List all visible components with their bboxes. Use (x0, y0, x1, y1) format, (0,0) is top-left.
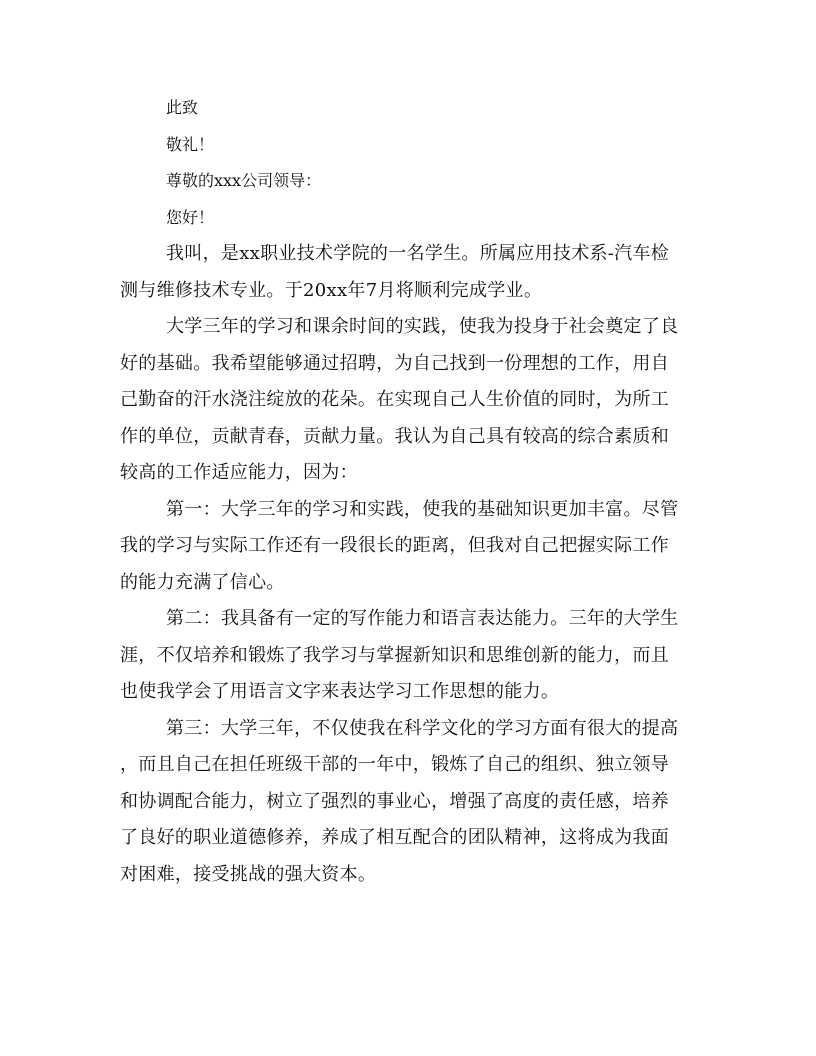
paragraph-line: ，而且自己在担任班级干部的一年中，锻炼了自己的组织、独立领导 (120, 754, 669, 775)
letter-page (120, 90, 700, 893)
paragraph-point-two (120, 601, 700, 711)
paragraph-line: 也使我学会了用语言文字来表达学习工作思想的能力。 (120, 681, 560, 702)
regards-line: 敬礼！ (166, 134, 215, 154)
paragraph-line: 对困难，接受挑战的强大资本。 (120, 863, 377, 885)
paragraph-line: 好的基础。我希望能够通过招聘，为自己找到一份理想的工作，用自 (120, 352, 669, 374)
closing-line: 此致 (166, 98, 199, 117)
paragraph-line: 测与维修技术专业。于20xx年7月将顺利完成学业。 (120, 279, 543, 301)
paragraph-line: 大学三年的学习和课余时间的实践，使我为投身于社会奠定了良 (166, 316, 679, 337)
paragraph-line: 较高的工作适应能力，因为： (120, 462, 358, 483)
paragraph-line: 我的学习与实际工作还有一段很长的距离，但我对自己把握实际工作 (120, 535, 669, 556)
paragraph-line: 我叫，是xx职业技术学院的一名学生。所属应用技术系-汽车检 (166, 243, 670, 264)
paragraph-line: 第二：我具备有一定的写作能力和语言表达能力。三年的大学生 (166, 608, 679, 629)
paragraph-line: 己勤奋的汗水浇注绽放的花朵。在实现自己人生价值的同时，为所工 (120, 389, 669, 410)
paragraph-point-one (120, 492, 700, 602)
paragraph-line: 了良好的职业道德修养，养成了相互配合的团队精神，这将成为我面 (120, 827, 669, 848)
paragraph-line: 第一：大学三年的学习和实践，使我的基础知识更加丰富。尽管 (166, 498, 679, 520)
paragraph-point-three (120, 711, 700, 894)
paragraph-line: 的能力充满了信心。 (120, 571, 285, 593)
paragraph-foundation (120, 309, 700, 492)
paragraph-line: 第三：大学三年，不仅使我在科学文化的学习方面有很大的提高 (166, 717, 679, 739)
paragraph-introduction (120, 236, 700, 309)
paragraph-line: 作的单位，贡献青春，贡献力量。我认为自己具有较高的综合素质和 (120, 425, 669, 447)
paragraph-line: 涯，不仅培养和锻炼了我学习与掌握新知识和思维创新的能力，而且 (120, 644, 669, 666)
salutation-line: 尊敬的xxx公司领导： (166, 171, 322, 190)
greeting-line: 您好！ (166, 207, 215, 227)
paragraph-line: 和协调配合能力，树立了强烈的事业心，增强了高度的责任感，培养 (120, 790, 669, 812)
